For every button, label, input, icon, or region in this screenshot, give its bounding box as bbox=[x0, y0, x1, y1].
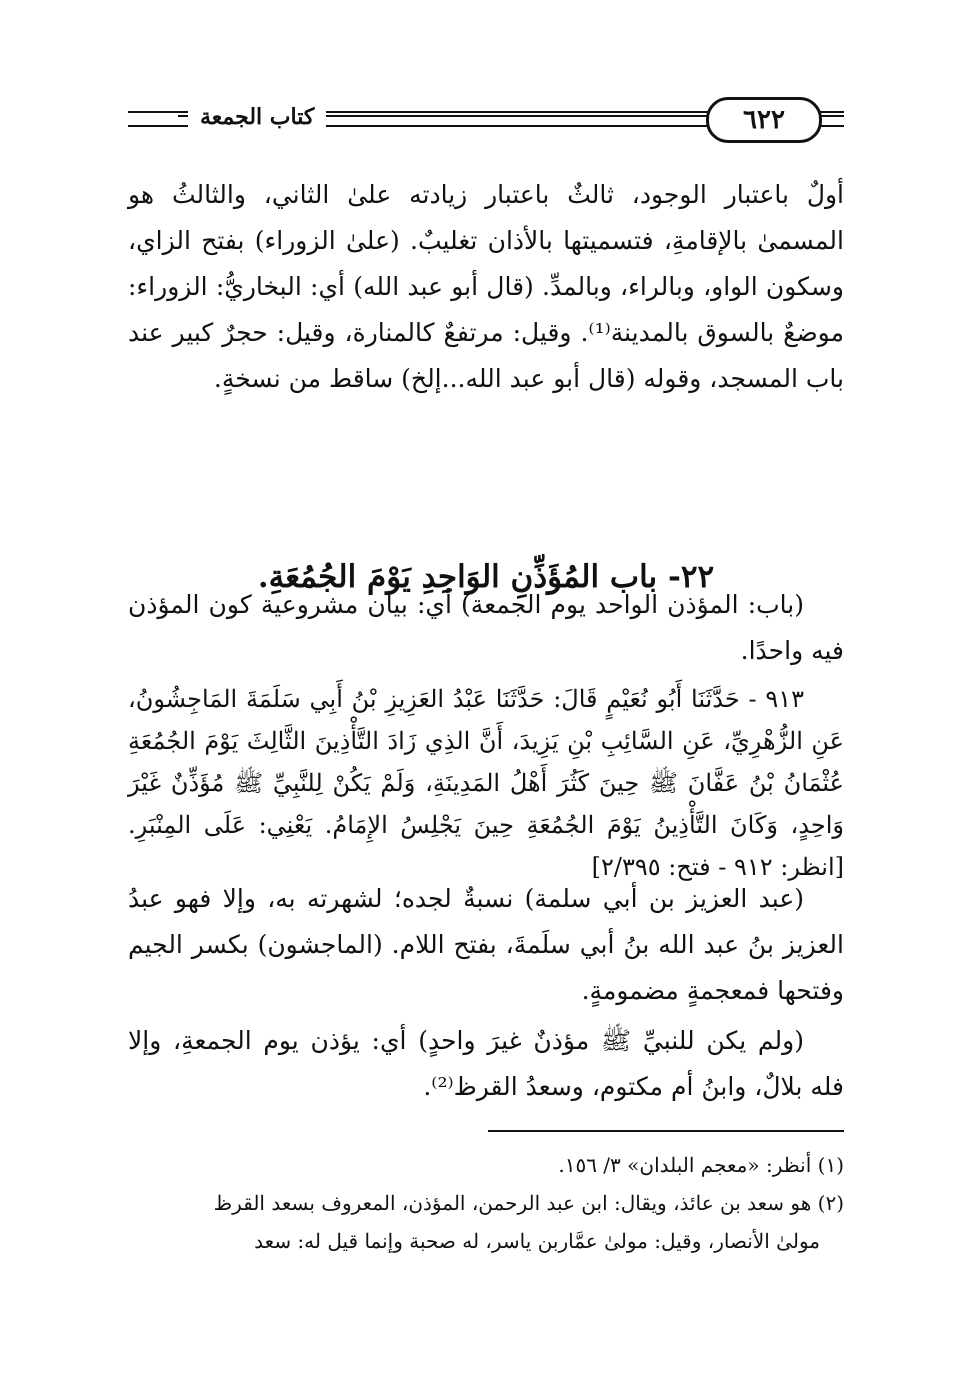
footnotes bbox=[128, 1146, 844, 1260]
chapter-heading: ٢٢- باب المُؤَذِّنِ الوَاحِدِ يَوْمَ الجُمُعَةِ. bbox=[257, 558, 715, 595]
footnote-1: (١) أنظر: «معجم البلدان» ٣/ ١٥٦. bbox=[558, 1153, 844, 1177]
page-number: ٦٢٢ bbox=[706, 97, 822, 143]
footnote-2-line-2: مولىٰ الأنصار، وقيل: مولىٰ عمَّاربن ياسر، له صحبة وإنما قيل له: سعد bbox=[254, 1229, 820, 1253]
paragraph-commentary-2: (عبد العزيز بن أبي سلمة) نسبةٌ لجده؛ لشهرته به، وإلا فهو عبدُ العزيز بنُ عبد الله بنُ أبي سلَمةَ، بفتح اللام. (الماجشون) بكسر الجيم وفتحها فمعجمةٍ مضمومةٍ. bbox=[128, 884, 844, 1005]
footnote-separator bbox=[488, 1130, 844, 1132]
paragraph-commentary-1: أولٌ باعتبار الوجود، ثالثٌ باعتبار زيادته علىٰ الثاني، والثالثُ هو المسمىٰ بالإقامةِ، فتسميتها بالأذان تغليبٌ. (علىٰ الزوراء) بفتح الزاي، وسكون الواو، وبالراء، وبالمدِّ. (قال أبو عبد الله) أي: البخاريُّ: الزوراء: موضعٌ بالسوق بالمدينة⁽¹⁾. وقيل: مرتفعٌ كالمنارة، وقيل: حجرٌ كبير عند باب المسجد، وقوله (قال أبو عبد الله...إلخ) ساقط من نسخةٍ. bbox=[128, 180, 844, 393]
book-title: كتاب الجمعة bbox=[188, 97, 326, 137]
paragraph-commentary-3: (ولم يكن للنبيِّ ﷺ مؤذنٌ غيرَ واحدٍ) أي: يؤذن يوم الجمعةِ، وإلا فله بلالٌ، وابنُ أم مكتوم، وسعدُ القرظ⁽²⁾. bbox=[128, 1026, 844, 1101]
paragraph-chapter-explanation: (باب: المؤذن الواحد يوم الجمعة) أي: بيان مشروعية كون المؤذن فيه واحدًا. bbox=[128, 590, 844, 665]
header-rule-left-cap bbox=[128, 111, 178, 127]
footnote-2-line-1: (٢) هو سعد بن عائذ، ويقال: ابن عبد الرحمن، المؤذن، المعروف بسعد القرظ bbox=[213, 1191, 844, 1215]
running-header bbox=[128, 97, 844, 141]
hadith-text: ٩١٣ - حَدَّثَنَا أَبُو نُعَيْمٍ قَالَ: حَدَّثَنَا عَبْدُ العَزِيزِ بْنُ أَبِي سَلَمَةَ المَاجِشُونُ، عَنِ الزُّهْرِيِّ، عَنِ السَّائِبِ بْنِ يَزِيدَ، أَنَّ الذِي زَادَ التَّأْذِينَ الثَّالِثَ يَوْمَ الجُمُعَةِ عُثْمَانُ بْنُ عَفَّانَ ﷺ حِينَ كَثُرَ أَهْلُ المَدِينَةِ، وَلَمْ يَكُنْ لِلنَّبِيِّ ﷺ مُؤَذِّنٌ غَيْرَ وَاحِدٍ، وَكَانَ التَّأْذِينُ يَوْمَ الجُمُعَةِ حِينَ يَجْلِسُ الإِمَامُ. يَعْنِي: عَلَى المِنْبَرِ. [انظر: ٩١٢ - فتح: ٢/٣٩٥] bbox=[128, 685, 844, 881]
